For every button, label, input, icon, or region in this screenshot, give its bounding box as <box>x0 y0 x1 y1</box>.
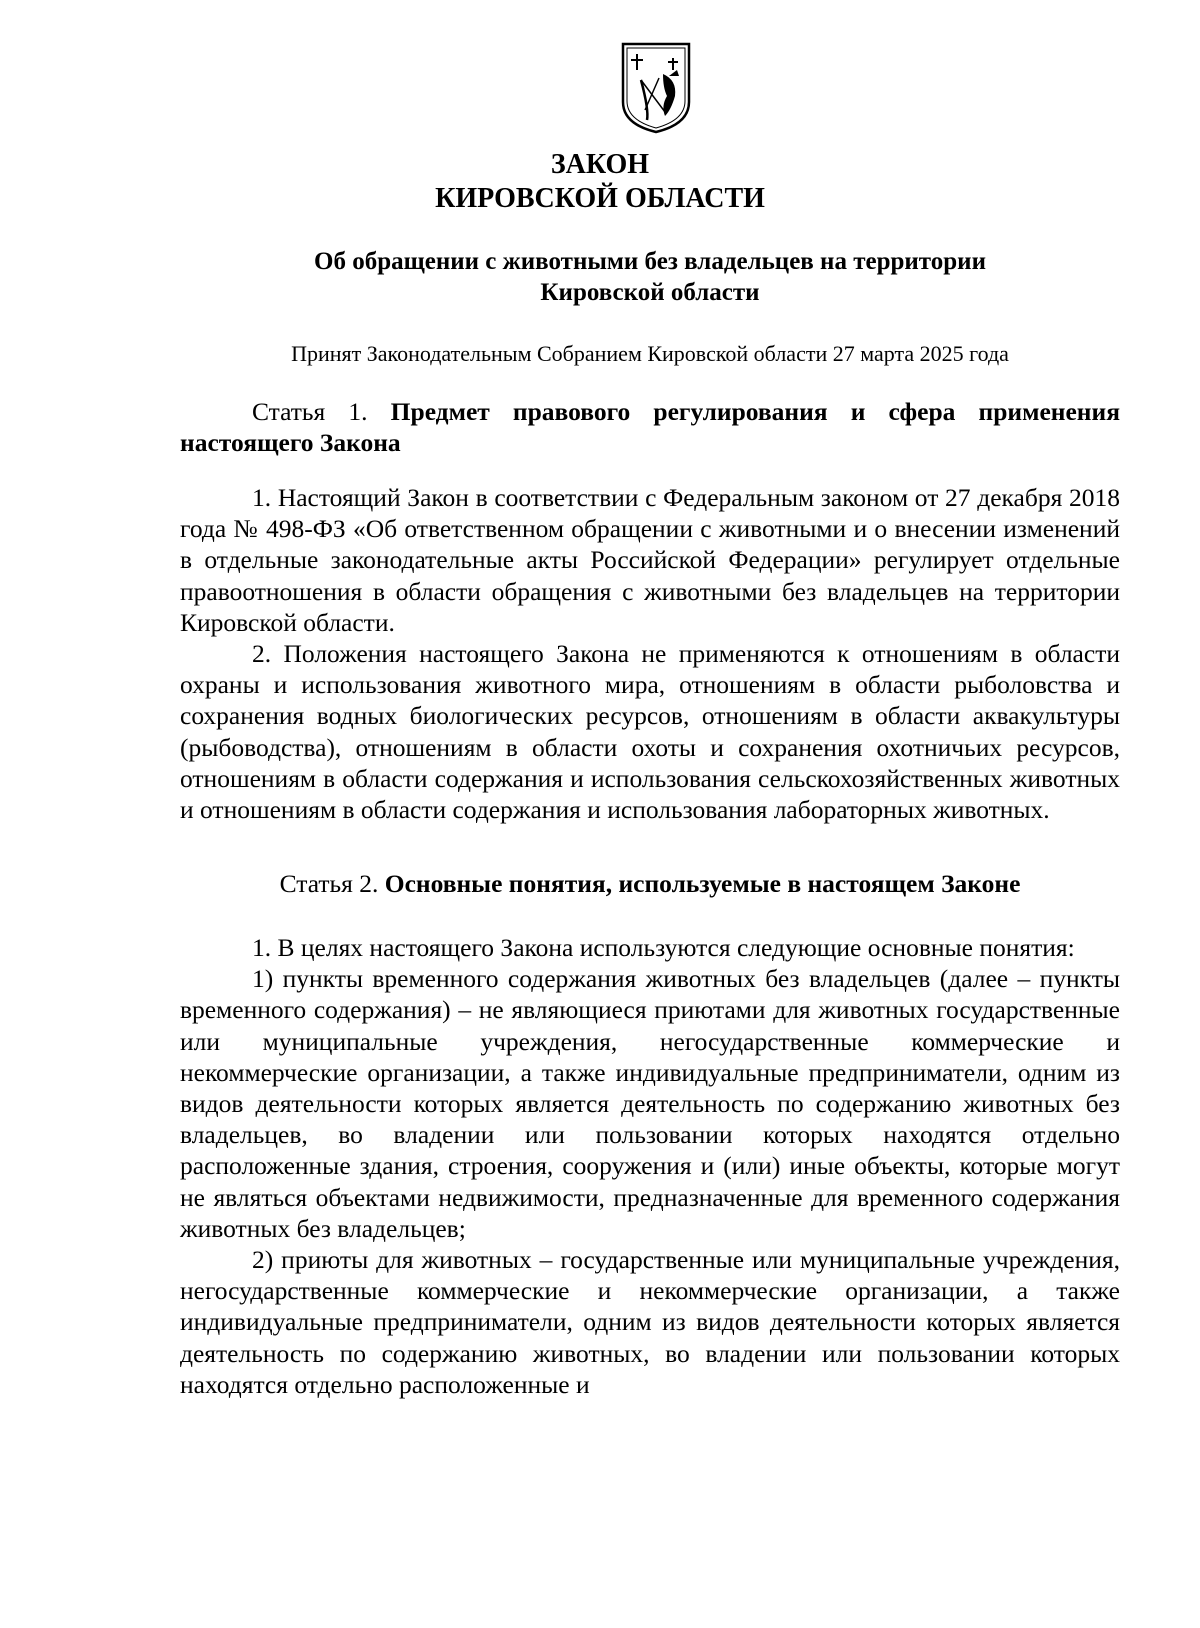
law-title-line2: КИРОВСКОЙ ОБЛАСТИ <box>435 183 765 214</box>
article-1-heading <box>180 396 1120 458</box>
article-2-title: Основные понятия, используемые в настоящем Законе <box>384 869 1021 898</box>
article-1-title: Предмет правового регулирования и сфера применения настоящего Закона <box>180 397 1120 458</box>
subtitle-line2: Кировской области <box>540 279 760 306</box>
subtitle-line1: Об обращении с животными без владельцев на территории <box>314 248 986 275</box>
article-2-label: Статья 2. <box>279 869 379 898</box>
article-2-paragraph: 2) приюты для животных – государственные или муниципальные учреждения, негосударственные коммерческие и некоммерческие организации, а также индивидуальные предприниматели, одним из видов деятельности которых является деятельность по содержанию животных, во владении или пользовании которых находятся отдельно расположенные и <box>180 1245 1120 1399</box>
article-2-paragraph: 1) пункты временного содержания животных без владельцев (далее – пункты временного содержания) – не являющиеся приютами для животных государственные или муниципальные учреждения, негосударственные коммерческие и некоммерческие организации, а также индивидуальные предприниматели, одним из видов деятельности которых является деятельность по содержанию животных без владельцев, во владении или пользовании которых находятся отдельно расположенные здания, строения, сооружения и (или) иные объекты, которые могут не являться объектами недвижимости, предназначенные для временного содержания животных без владельцев; <box>180 964 1120 1243</box>
coat-of-arms-icon <box>619 40 693 136</box>
adoption-note: Принят Законодательным Собранием Кировской области 27 марта 2025 года <box>291 341 1009 366</box>
article-1-label: Статья 1. <box>252 397 368 426</box>
law-subtitle <box>180 246 1120 308</box>
article-2-body <box>180 932 1120 1400</box>
article-2-heading <box>180 868 1120 899</box>
article-1-paragraph: 1. Настоящий Закон в соответствии с Федеральным законом от 27 декабря 2018 года № 498-ФЗ «Об ответственном обращении с животными и о внесении изменений в отдельные законодательные акты Российской Федерации» регулирует отдельные правоотношения в области обращения с животными без владельцев на территории Кировской области. <box>180 483 1120 637</box>
law-title-line1: ЗАКОН <box>550 149 650 180</box>
article-2-paragraph: 1. В целях настоящего Закона используются следующие основные понятия: <box>252 933 1075 962</box>
article-1-body <box>180 482 1120 825</box>
article-1-paragraph: 2. Положения настоящего Закона не применяются к отношениям в области охраны и использования животного мира, отношениям в области рыболовства и сохранения водных биологических ресурсов, отношениям в области аквакультуры (рыбоводства), отношениям в области охоты и сохранения охотничьих ресурсов, отношениям в области содержания и использования сельскохозяйственных животных и отношениям в области содержания и использования лабораторных животных. <box>180 639 1120 825</box>
